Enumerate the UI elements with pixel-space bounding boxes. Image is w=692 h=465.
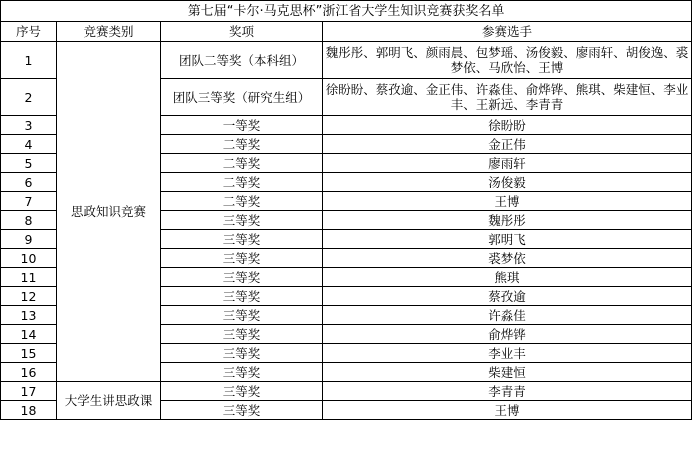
row-players: 金正伟: [323, 135, 692, 154]
row-players: 王博: [323, 401, 692, 420]
row-players: 俞烨铧: [323, 325, 692, 344]
row-award: 一等奖: [161, 116, 323, 135]
row-no: 6: [1, 173, 57, 192]
header-category: 竞赛类别: [57, 22, 161, 42]
row-players: 魏彤彤、郭明飞、颜雨晨、包梦瑶、汤俊毅、廖雨轩、胡俊逸、裘梦依、马欣怡、王博: [323, 42, 692, 79]
row-no: 8: [1, 211, 57, 230]
row-award: 团队三等奖（研究生组）: [161, 79, 323, 116]
category-cell-ideology-quiz: 思政知识竞赛: [57, 42, 161, 382]
row-no: 1: [1, 42, 57, 79]
row-award: 三等奖: [161, 382, 323, 401]
row-award: 三等奖: [161, 344, 323, 363]
row-players: 魏彤彤: [323, 211, 692, 230]
row-players: 徐盼盼、蔡孜逾、金正伟、许淼佳、俞烨铧、熊琪、柴建恒、李业丰、王新远、李青青: [323, 79, 692, 116]
row-award: 三等奖: [161, 249, 323, 268]
row-players: 廖雨轩: [323, 154, 692, 173]
header-award: 奖项: [161, 22, 323, 42]
row-award: 二等奖: [161, 154, 323, 173]
row-award: 二等奖: [161, 173, 323, 192]
row-no: 14: [1, 325, 57, 344]
row-players: 王博: [323, 192, 692, 211]
row-award: 三等奖: [161, 211, 323, 230]
row-players: 许淼佳: [323, 306, 692, 325]
table-row: [1, 42, 692, 79]
row-award: 三等奖: [161, 230, 323, 249]
row-no: 16: [1, 363, 57, 382]
row-award: 三等奖: [161, 401, 323, 420]
category-cell-lecture: 大学生讲思政课: [57, 382, 161, 420]
row-no: 4: [1, 135, 57, 154]
row-no: 10: [1, 249, 57, 268]
row-no: 9: [1, 230, 57, 249]
row-no: 7: [1, 192, 57, 211]
table-row: [1, 382, 692, 401]
row-no: 13: [1, 306, 57, 325]
row-no: 18: [1, 401, 57, 420]
row-no: 17: [1, 382, 57, 401]
row-players: 徐盼盼: [323, 116, 692, 135]
row-award: 二等奖: [161, 192, 323, 211]
row-award: 团队二等奖（本科组）: [161, 42, 323, 79]
row-players: 熊琪: [323, 268, 692, 287]
row-players: 蔡孜逾: [323, 287, 692, 306]
header-no: 序号: [1, 22, 57, 42]
row-no: 5: [1, 154, 57, 173]
row-no: 3: [1, 116, 57, 135]
row-players: 汤俊毅: [323, 173, 692, 192]
row-award: 二等奖: [161, 135, 323, 154]
row-no: 2: [1, 79, 57, 116]
row-players: 郭明飞: [323, 230, 692, 249]
table-title: 第七届“卡尔·马克思杯”浙江省大学生知识竞赛获奖名单: [1, 1, 692, 22]
row-players: 裘梦依: [323, 249, 692, 268]
row-no: 12: [1, 287, 57, 306]
header-players: 参赛选手: [323, 22, 692, 42]
row-players: 李青青: [323, 382, 692, 401]
title-row: [1, 1, 692, 22]
row-award: 三等奖: [161, 306, 323, 325]
row-award: 三等奖: [161, 363, 323, 382]
row-no: 15: [1, 344, 57, 363]
row-award: 三等奖: [161, 287, 323, 306]
row-players: 柴建恒: [323, 363, 692, 382]
row-players: 李业丰: [323, 344, 692, 363]
row-award: 三等奖: [161, 325, 323, 344]
row-award: 三等奖: [161, 268, 323, 287]
header-row: [1, 22, 692, 42]
row-no: 11: [1, 268, 57, 287]
